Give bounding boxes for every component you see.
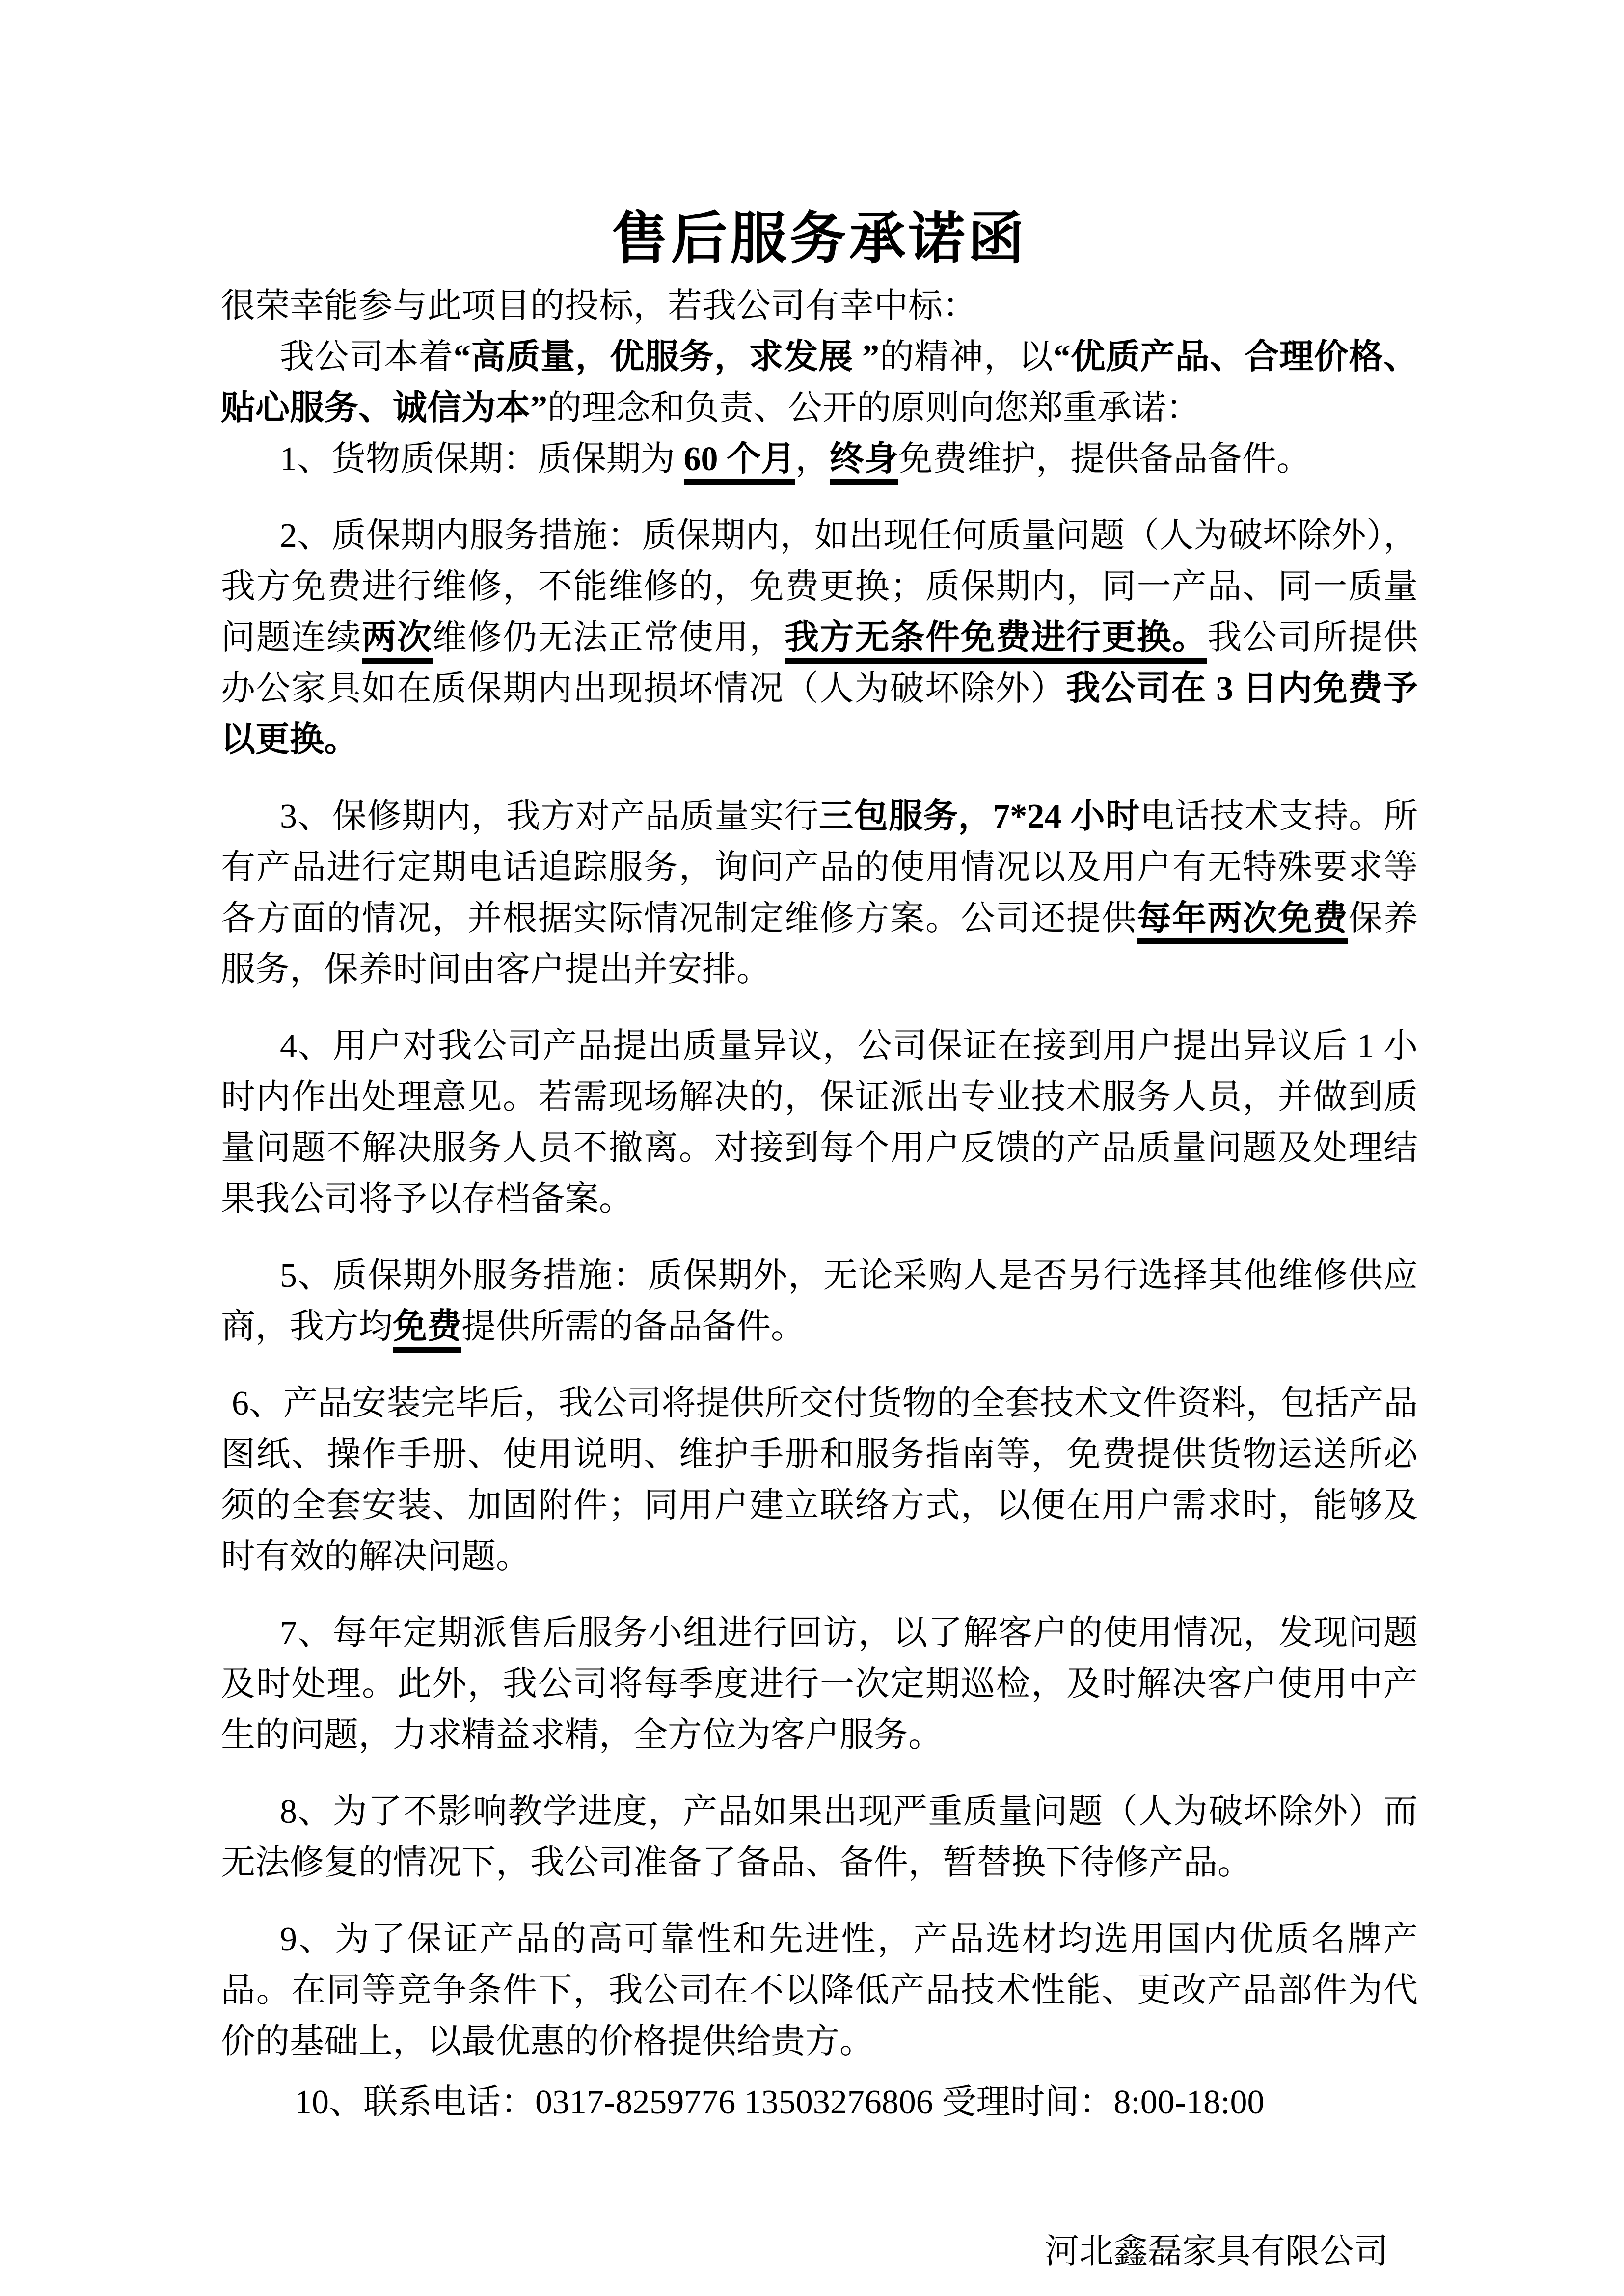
text-run: 提供所需的备品备件。 <box>461 1308 805 1346</box>
text-run: 免费维护，提供备品备件。 <box>898 440 1311 478</box>
item-3-paragraph <box>221 791 1418 995</box>
text-run: 1、货物质保期：质保期为 <box>280 440 684 478</box>
company-signature: 河北鑫磊家具有限公司 <box>1045 2233 1388 2270</box>
text-run: ， <box>795 440 830 478</box>
item-9-paragraph <box>221 1914 1418 2067</box>
bold-underline-run: 终身 <box>830 440 898 485</box>
bold-underline-run: 60 个月 <box>684 440 796 485</box>
item-5-paragraph <box>221 1251 1418 1353</box>
bold-run: “优质产品、合理价格、贴心服务、诚信为本” <box>221 338 1418 427</box>
bold-underline-run: 每年两次免费 <box>1137 900 1349 944</box>
text-run: 2、质保期内服务措施：质保期内，如出现任何质量问题（人为破坏除外），我方免费进行维修，不能维修的，免费更换；质保期内，同一产品、同一质量问题连续 <box>221 517 1418 657</box>
text-run: 的精神，以 <box>879 338 1054 376</box>
text-run: 4、用户对我公司产品提出质量异议，公司保证在接到用户提出异议后 1 小时内作出处理意见。若需现场解决的，保证派出专业技术服务人员，并做到质量问题不解决服务人员不撤离。对接到每个用户反馈的产品质量问题及处理结果我公司将予以存档备案。 <box>221 1027 1418 1218</box>
text-run: 我公司所提供办公家具如在质保期内出现损坏情况（人为破坏除外） <box>221 619 1418 708</box>
item-4-paragraph <box>221 1021 1418 1225</box>
bold-run: 我公司在 3 日内免费予以更换。 <box>221 670 1418 759</box>
item-7-paragraph <box>221 1608 1418 1761</box>
text-run: 保养服务，保养时间由客户提出并安排。 <box>221 900 1418 988</box>
text-run: 3、保修期内，我方对产品质量实行 <box>280 798 819 835</box>
text-run: 10、联系电话：0317-8259776 13503276806 受理时间：8:00-18:00 <box>295 2083 1265 2121</box>
intro-paragraph <box>221 281 1418 332</box>
bold-underline-run: 两次 <box>362 619 433 664</box>
text-run: 我公司本着 <box>280 338 454 376</box>
item-10-paragraph <box>221 2077 1418 2128</box>
item-2-paragraph <box>221 510 1418 766</box>
pledge-paragraph <box>221 332 1418 434</box>
document-title: 售后服务承诺函 <box>611 208 1028 270</box>
item-8-paragraph <box>221 1787 1418 1889</box>
text-run: 9、为了保证产品的高可靠性和先进性，产品选材均选用国内优质名牌产品。在同等竞争条件下，我公司在不以降低产品技术性能、更改产品部件为代价的基础上，以最优惠的价格提供给贵方。 <box>221 1921 1418 2060</box>
bold-run: “高质量，优服务，求发展 ” <box>453 338 879 376</box>
item-1-paragraph <box>221 434 1418 485</box>
text-run: 的理念和负责、公开的原则向您郑重承诺： <box>547 389 1200 427</box>
text-run: 电话技术支持。所有产品进行定期电话追踪服务，询问产品的使用情况以及用户有无特殊要求等各方面的情况，并根据实际情况制定维修方案。公司还提供 <box>221 798 1418 937</box>
text-run: 8、为了不影响教学进度，产品如果出现严重质量问题（人为破坏除外）而无法修复的情况下，我公司准备了备品、备件，暂替换下待修产品。 <box>221 1793 1418 1882</box>
text-run: 7、每年定期派售后服务小组进行回访，以了解客户的使用情况，发现问题及时处理。此外，我公司将每季度进行一次定期巡检，及时解决客户使用中产生的问题，力求精益求精，全方位为客户服务。 <box>221 1614 1418 1754</box>
bold-run: 三包服务，7*24 小时 <box>819 798 1140 835</box>
text-run: 5、质保期外服务措施：质保期外，无论采购人是否另行选择其他维修供应商，我方均 <box>221 1257 1418 1346</box>
item-6-paragraph <box>221 1378 1418 1582</box>
bold-underline-run: 免费 <box>393 1308 461 1353</box>
text-run: 很荣幸能参与此项目的投标，若我公司有幸中标： <box>221 287 977 325</box>
bold-underline-run: 我方无条件免费进行更换。 <box>785 619 1207 664</box>
text-run: 维修仍无法正常使用， <box>432 619 785 657</box>
text-run: 6、产品安装完毕后，我公司将提供所交付货物的全套技术文件资料，包括产品图纸、操作手册、使用说明、维护手册和服务指南等，免费提供货物运送所必须的全套安装、加固附件；同用户建立联络方式，以便在用户需求时，能够及时有效的解决问题。 <box>221 1385 1418 1575</box>
